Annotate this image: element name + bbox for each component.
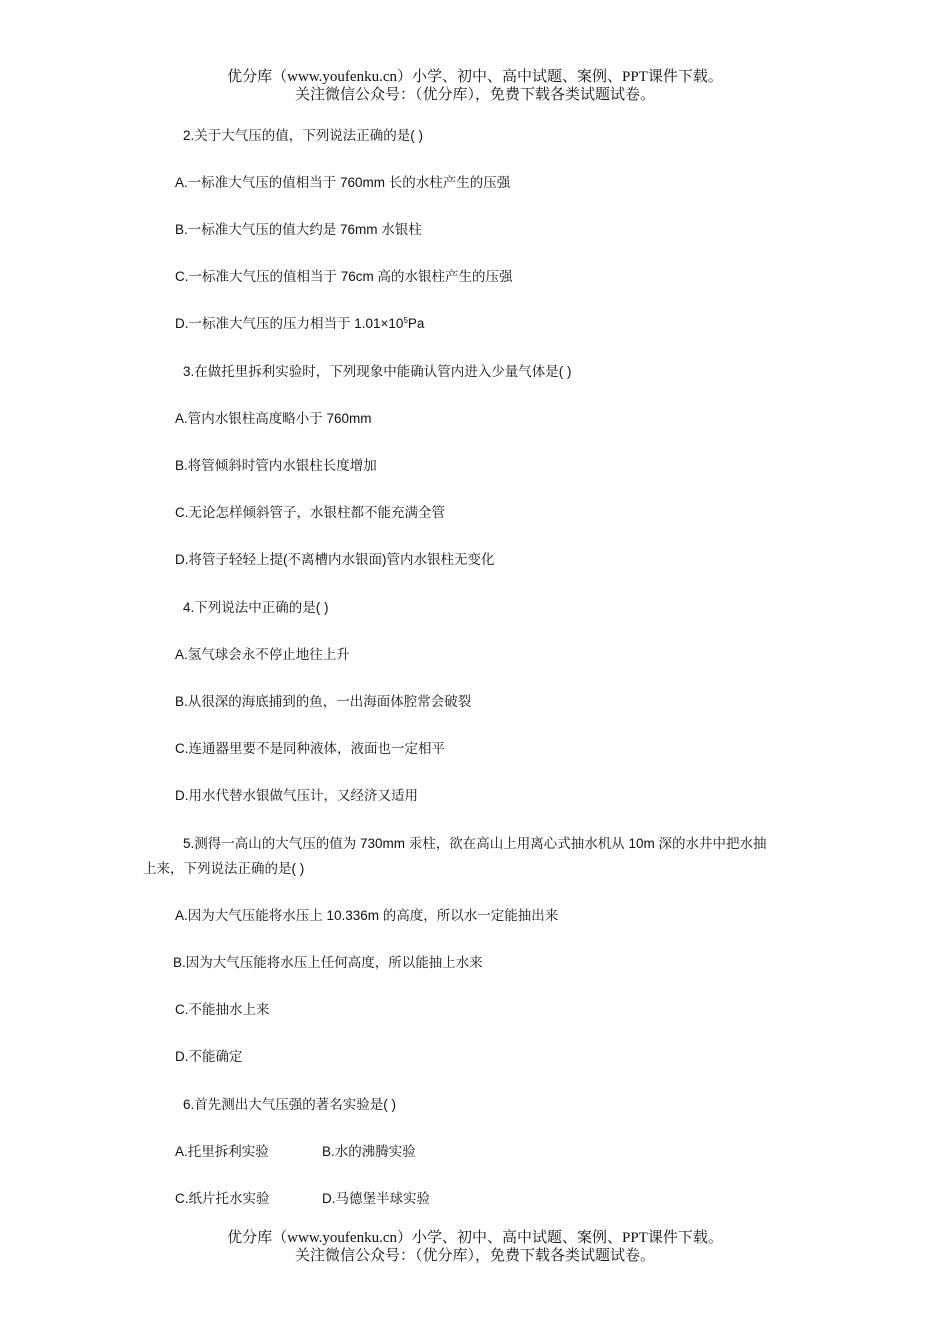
question-6-option-b: B.水的沸腾实验 xyxy=(322,1144,416,1159)
question-6-option-c: C.纸片托水实验 xyxy=(175,1191,270,1206)
question-4-option-c: C.连通器里要不是同种液体，液面也一定相平 xyxy=(175,741,445,756)
question-6-option-a: A.托里拆利实验 xyxy=(175,1144,269,1159)
page-header xyxy=(0,68,950,104)
question-5-option-b: B.因为大气压能将水压上任何高度，所以能抽上水来 xyxy=(173,955,483,970)
question-3-option-d: D.将管子轻轻上提(不离槽内水银面)管内水银柱无变化 xyxy=(175,552,495,567)
header-line-1: 优分库（www.youfenku.cn）小学、初中、高中试题、案例、PPT课件下载。 xyxy=(227,69,723,85)
question-5-option-d: D.不能确定 xyxy=(175,1049,243,1064)
question-2-option-d xyxy=(175,315,424,333)
question-5-option-a: A.因为大气压能将水压上 10.336m 的高度，所以水一定能抽出来 xyxy=(175,908,559,923)
option-d-text: D.一标准大气压的压力相当于 1.01×10 xyxy=(175,316,404,331)
question-3-option-b: B.将管倾斜时管内水银柱长度增加 xyxy=(175,458,377,473)
question-2-option-c: C.一标准大气压的值相当于 76cm 高的水银柱产生的压强 xyxy=(175,269,513,284)
question-6-option-d: D.马德堡半球实验 xyxy=(322,1191,430,1206)
page-footer xyxy=(0,1229,950,1265)
question-2-stem: 2.关于大气压的值，下列说法正确的是( ) xyxy=(183,128,424,143)
question-2-option-b: B.一标准大气压的值大约是 76mm 水银柱 xyxy=(175,222,422,237)
question-5-stem-line-2: 上来，下列说法正确的是( ) xyxy=(143,861,305,876)
question-3-stem: 3.在做托里拆利实验时，下列现象中能确认管内进入少量气体是( ) xyxy=(183,364,572,379)
question-4-option-a: A.氢气球会永不停止地往上升 xyxy=(175,647,350,662)
option-d-unit: Pa xyxy=(407,316,425,331)
question-5-stem-line-1: 5.测得一高山的大气压的值为 730mm 汞柱，欲在高山上用离心式抽水机从 10m 深的水井中把水抽 xyxy=(183,836,767,851)
question-5-option-c: C.不能抽水上来 xyxy=(175,1002,270,1017)
header-line-2: 关注微信公众号：（优分库），免费下载各类试题试卷。 xyxy=(294,87,655,103)
footer-line-1: 优分库（www.youfenku.cn）小学、初中、高中试题、案例、PPT课件下载。 xyxy=(227,1230,723,1246)
question-4-stem: 4.下列说法中正确的是( ) xyxy=(183,600,329,615)
question-4-option-d: D.用水代替水银做气压计，又经济又适用 xyxy=(175,788,418,803)
question-6-stem: 6.首先测出大气压强的著名实验是( ) xyxy=(183,1097,397,1112)
question-4-option-b: B.从很深的海底捕到的鱼，一出海面体腔常会破裂 xyxy=(175,694,472,709)
question-3-option-a: A.管内水银柱高度略小于 760mm xyxy=(175,411,372,426)
footer-line-2: 关注微信公众号：（优分库），免费下载各类试题试卷。 xyxy=(294,1248,655,1264)
question-3-option-c: C.无论怎样倾斜管子，水银柱都不能充满全管 xyxy=(175,505,445,520)
question-2-option-a: A.一标准大气压的值相当于 760mm 长的水柱产生的压强 xyxy=(175,175,511,190)
option-d-exponent: 5 xyxy=(403,316,408,325)
